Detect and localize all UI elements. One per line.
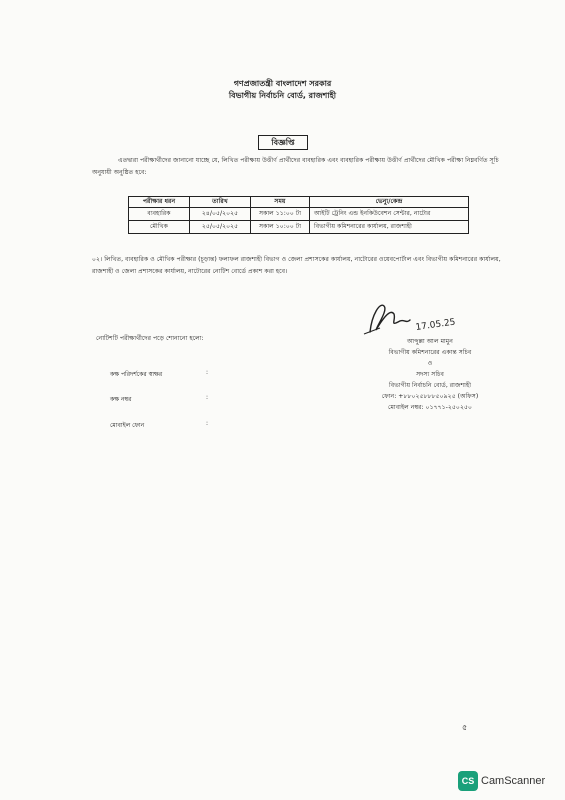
field-separator: : xyxy=(206,369,209,376)
intro-paragraph: এতদ্বারা পরীক্ষার্থীদের জানানো যাচ্ছে যে, লিখিত পরীক্ষায় উত্তীর্ণ প্রার্থীদের ব্যবহারিক এবং ব্যবহারিক পরীক্ষায় উত্তীর্ণ প্রার্থীদের মৌখিক পরীক্ষা নিম্নবর্ণিত সূচি অনুযায়ী অনুষ্ঠিত হবে: xyxy=(92,157,499,176)
office-phone: ফোন: +৮৮০২৫৮৮৮৫০৯২৫ (অফিস) xyxy=(381,393,479,400)
page-mark: ৫ xyxy=(462,723,468,732)
col-date: তারিখ xyxy=(190,197,251,208)
table-row xyxy=(129,208,469,221)
cell-exam-type: মৌখিক xyxy=(129,221,190,234)
signer-designation: বিভাগীয় কমিশনারের একান্ত সচিব xyxy=(388,349,472,356)
government-title: গণপ্রজাতন্ত্রী বাংলাদেশ সরকার xyxy=(233,79,332,88)
cell-venue: আইটি ট্রেনিং এন্ড ইনকিউবেশন সেন্টার, নাটোর xyxy=(310,208,469,221)
result-publication-paragraph: ০২। লিখিত, ব্যবহারিক ও মৌখিক পরীক্ষার (চূড়ান্ত) ফলাফল রাজশাহী বিভাগ ও জেলা প্রশাসকের কার্যালয়, নাটোরের ওয়েবপোর্টাল এবং বিভাগীয় কমিশনারের কার্যালয়, রাজশাহী ও জেলা প্রশাসকের কার্যালয়, নাটোরের নোটিশ বোর্ডে প্রকাশ করা হবে। xyxy=(92,256,501,275)
signer-board: বিভাগীয় নির্বাচনি বোর্ড, রাজশাহী xyxy=(389,382,471,389)
cell-date: ২৪/০৫/২০২৫ xyxy=(190,208,251,221)
notice-title: বিজ্ঞপ্তি xyxy=(258,135,308,150)
signature-date: 17.05.25 xyxy=(415,317,457,333)
camscanner-label: CamScanner xyxy=(481,775,546,787)
cell-time: সকাল ১০:০০ টা xyxy=(251,221,310,234)
camscanner-watermark xyxy=(458,771,545,791)
col-time: সময় xyxy=(251,197,310,208)
read-out-note: নোটিশটি পরীক্ষার্থীদের পড়ে শোনানো হলো: xyxy=(96,335,204,342)
cell-venue: বিভাগীয় কমিশনারের কার্যালয়, রাজশাহী xyxy=(310,221,469,234)
col-exam-type: পরীক্ষার ধরন xyxy=(129,197,190,208)
signer-name: আব্দুল্লা আল মামুন xyxy=(407,338,453,345)
room-number-label: কক্ষ নম্বর xyxy=(110,396,132,403)
cell-date: ২৫/০৫/২০২৫ xyxy=(190,221,251,234)
cell-time: সকাল ১১:০০ টা xyxy=(251,208,310,221)
schedule-table xyxy=(128,196,469,234)
field-separator: : xyxy=(206,420,209,427)
invigilator-signature-label: কক্ষ পরিদর্শকের স্বাক্ষর xyxy=(110,371,163,378)
field-separator: : xyxy=(206,394,209,401)
cell-exam-type: ব্যবহারিক xyxy=(129,208,190,221)
conjunction: ও xyxy=(427,360,433,367)
col-venue: ভেন্যু/কেন্দ্র xyxy=(310,197,469,208)
camscanner-logo-icon: CS xyxy=(458,771,478,791)
signer-role: সদস্য সচিব xyxy=(416,371,444,378)
table-row xyxy=(129,221,469,234)
mobile-phone-label: মোবাইল ফোন xyxy=(110,422,145,429)
table-header-row xyxy=(129,197,469,208)
board-title: বিভাগীয় নির্বাচনি বোর্ড, রাজশাহী xyxy=(228,91,337,100)
mobile-number: মোবাইল নম্বর: ০১৭৭১-২৫০২৫০ xyxy=(387,404,473,411)
